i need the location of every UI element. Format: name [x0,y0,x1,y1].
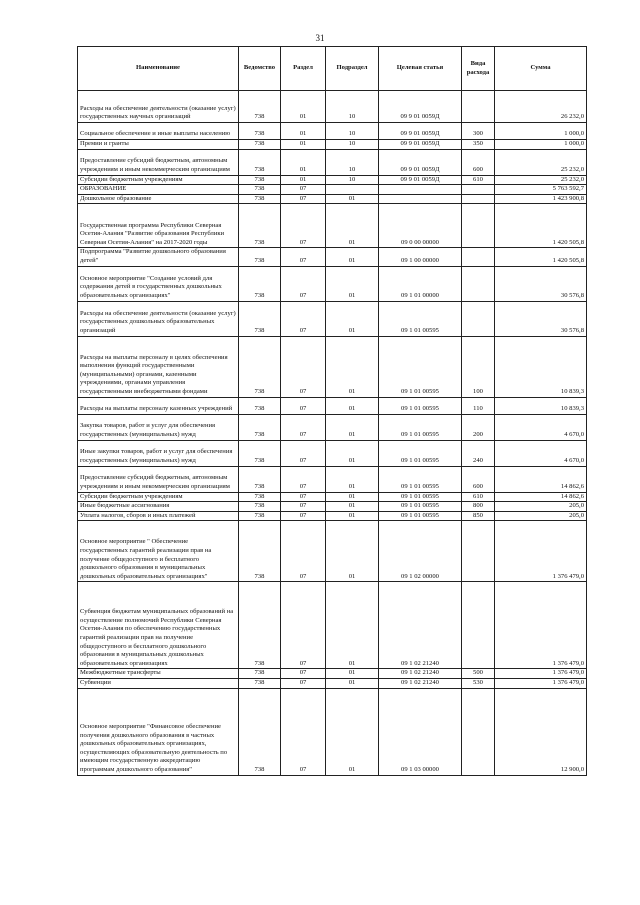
row-target: 09 9 01 0059Д [379,149,462,175]
row-subsection: 10 [326,91,379,123]
row-subsection: 01 [326,502,379,512]
row-expense-type [462,91,495,123]
row-amount: 12 900,0 [495,688,587,775]
row-name: Основное мероприятие "Создание условий для содержания детей в государственных дошкольных образовательных организациях" [78,266,239,301]
row-subsection: 01 [326,336,379,397]
row-expense-type: 110 [462,397,495,414]
row-ministry: 738 [239,336,281,397]
row-target: 09 9 01 0059Д [379,123,462,140]
row-section: 07 [281,397,326,414]
row-amount: 1 376 479,0 [495,582,587,669]
row-name: Субсидии бюджетным учреждениям [78,492,239,502]
row-subsection: 01 [326,669,379,679]
row-target: 09 1 00 00000 [379,248,462,266]
row-target: 09 1 01 00595 [379,440,462,466]
row-section: 07 [281,414,326,440]
row-ministry: 738 [239,397,281,414]
row-subsection: 01 [326,688,379,775]
row-ministry: 738 [239,204,281,248]
row-section: 01 [281,175,326,185]
row-subsection: 01 [326,301,379,336]
table-row [78,204,587,248]
row-name: Расходы на выплаты персоналу в целях обеспечения выполнения функций государственными (муниципальными) органами, казенными учреждениями, органами управления государственными внебюджетными фондами [78,336,239,397]
row-ministry: 738 [239,502,281,512]
row-target: 09 1 01 00595 [379,414,462,440]
row-expense-type [462,301,495,336]
row-expense-type: 530 [462,678,495,688]
row-section: 07 [281,502,326,512]
header-section: Раздел [281,47,326,91]
row-ministry: 738 [239,266,281,301]
row-name: Государственная программа Республики Северная Осетия-Алания "Развитие образования Республики Северная Осетия-Алания" на 2017-2020 годы [78,204,239,248]
row-section: 07 [281,669,326,679]
row-ministry: 738 [239,185,281,195]
row-target: 09 1 03 00000 [379,688,462,775]
row-target: 09 1 02 21240 [379,669,462,679]
row-amount: 26 232,0 [495,91,587,123]
row-expense-type: 600 [462,149,495,175]
row-target: 09 1 01 00595 [379,502,462,512]
row-subsection: 01 [326,248,379,266]
row-amount: 30 576,8 [495,301,587,336]
table-row [78,414,587,440]
row-subsection: 10 [326,175,379,185]
header-amount: Сумма [495,47,587,91]
row-expense-type [462,194,495,204]
row-section: 01 [281,140,326,150]
row-expense-type: 610 [462,175,495,185]
row-section: 07 [281,266,326,301]
row-amount: 1 000,0 [495,123,587,140]
row-amount: 1 000,0 [495,140,587,150]
row-name: Основное мероприятие "Финансовое обеспечение получения дошкольного образования в частных дошкольных образовательных организациях, осуществляющих образовательную деятельность по имеющим государственную аккредитацию программам дошкольного образования" [78,688,239,775]
row-amount: 25 232,0 [495,175,587,185]
table-row [78,123,587,140]
table-row [78,502,587,512]
row-section: 01 [281,123,326,140]
row-section: 01 [281,91,326,123]
row-section: 07 [281,301,326,336]
table-row [78,266,587,301]
row-target: 09 0 00 00000 [379,204,462,248]
row-name: Иные бюджетные ассигнования [78,502,239,512]
row-amount: 4 670,0 [495,440,587,466]
table-row [78,440,587,466]
row-amount: 10 839,3 [495,336,587,397]
row-ministry: 738 [239,248,281,266]
row-target: 09 1 02 00000 [379,521,462,582]
row-ministry: 738 [239,440,281,466]
row-section: 07 [281,511,326,521]
page-number: 31 [315,33,325,43]
table-row [78,194,587,204]
row-section: 07 [281,204,326,248]
row-name: Основное мероприятие " Обеспечение государственных гарантий реализации прав на получение общедоступного и бесплатного дошкольного образования в муниципальных дошкольных образовательных организациях" [78,521,239,582]
row-name: Расходы на выплаты персоналу казенных учреждений [78,397,239,414]
row-subsection: 01 [326,492,379,502]
row-expense-type: 800 [462,502,495,512]
row-amount: 14 862,6 [495,492,587,502]
row-section: 07 [281,440,326,466]
row-expense-type [462,185,495,195]
table-row [78,492,587,502]
row-target: 09 9 01 0059Д [379,175,462,185]
row-ministry: 738 [239,521,281,582]
row-expense-type: 350 [462,140,495,150]
row-name: Закупка товаров, работ и услуг для обеспечения государственных (муниципальных) нужд [78,414,239,440]
row-ministry: 738 [239,492,281,502]
row-section: 07 [281,248,326,266]
row-target: 09 1 01 00595 [379,397,462,414]
row-name: Межбюджетные трансферты [78,669,239,679]
row-amount: 1 376 479,0 [495,678,587,688]
row-expense-type: 850 [462,511,495,521]
table-row [78,248,587,266]
row-section: 07 [281,492,326,502]
row-amount: 30 576,8 [495,266,587,301]
table-row [78,149,587,175]
row-name: Предоставление субсидий бюджетным, автономным учреждениям и иным некоммерческим организациям [78,149,239,175]
row-name: Субвенции [78,678,239,688]
row-name: Субсидии бюджетным учреждениям [78,175,239,185]
row-target: 09 1 01 00595 [379,466,462,492]
row-subsection: 10 [326,123,379,140]
table-row [78,336,587,397]
row-name: Расходы на обеспечение деятельности (оказание услуг) государственных дошкольных образовательных организаций [78,301,239,336]
row-amount: 1 376 479,0 [495,521,587,582]
row-ministry: 738 [239,301,281,336]
row-subsection: 01 [326,204,379,248]
row-target: 09 9 01 0059Д [379,91,462,123]
row-expense-type: 500 [462,669,495,679]
row-subsection: 01 [326,414,379,440]
row-subsection: 01 [326,521,379,582]
row-subsection: 01 [326,466,379,492]
row-expense-type [462,688,495,775]
table-row [78,582,587,669]
row-section: 07 [281,466,326,492]
table-row [78,511,587,521]
table-row [78,91,587,123]
header-target: Целевая статья [379,47,462,91]
row-target: 09 1 02 21240 [379,582,462,669]
row-target [379,194,462,204]
row-expense-type [462,521,495,582]
row-target: 09 1 01 00595 [379,492,462,502]
row-amount: 1 423 900,8 [495,194,587,204]
header-ministry: Ведомство [239,47,281,91]
row-ministry: 738 [239,149,281,175]
row-amount: 4 670,0 [495,414,587,440]
row-ministry: 738 [239,466,281,492]
table-header-row [78,47,587,91]
table-row [78,521,587,582]
row-name: Подпрограмма "Развитие дошкольного образования детей" [78,248,239,266]
row-subsection: 01 [326,582,379,669]
row-target: 09 1 01 00595 [379,511,462,521]
row-target [379,185,462,195]
table-row [78,301,587,336]
row-target: 09 1 01 00595 [379,336,462,397]
row-ministry: 738 [239,678,281,688]
row-target: 09 1 02 21240 [379,678,462,688]
row-expense-type [462,204,495,248]
header-expense-type: Вида расхода [462,47,495,91]
row-section: 01 [281,149,326,175]
row-section: 07 [281,678,326,688]
row-expense-type [462,582,495,669]
row-amount: 25 232,0 [495,149,587,175]
row-ministry: 738 [239,669,281,679]
row-subsection: 01 [326,678,379,688]
row-target: 09 9 01 0059Д [379,140,462,150]
row-subsection: 01 [326,440,379,466]
row-name: Расходы на обеспечение деятельности (оказание услуг) государственных научных организаций [78,91,239,123]
row-section: 07 [281,688,326,775]
row-name: Предоставление субсидий бюджетным, автономным учреждениям и иным некоммерческим организациям [78,466,239,492]
header-name: Наименование [78,47,239,91]
row-ministry: 738 [239,414,281,440]
row-name: ОБРАЗОВАНИЕ [78,185,239,195]
row-section: 07 [281,521,326,582]
row-amount: 1 420 505,8 [495,204,587,248]
row-name: Дошкольное образование [78,194,239,204]
row-name: Премии и гранты [78,140,239,150]
table-row [78,140,587,150]
row-subsection: 01 [326,511,379,521]
row-expense-type: 600 [462,466,495,492]
table-row [78,688,587,775]
row-amount: 205,0 [495,511,587,521]
table-row [78,175,587,185]
row-section: 07 [281,336,326,397]
row-name: Субвенция бюджетам муниципальных образований на осуществление полномочий Республики Северная Осетия-Алания по обеспечению государственных гарантий реализации прав на получение общедоступного и бесплатного дошкольного образования в муниципальных дошкольных образовательных организациях [78,582,239,669]
row-expense-type [462,248,495,266]
row-ministry: 738 [239,123,281,140]
row-ministry: 738 [239,140,281,150]
row-ministry: 738 [239,582,281,669]
header-subsection: Подраздел [326,47,379,91]
row-ministry: 738 [239,91,281,123]
row-expense-type: 240 [462,440,495,466]
row-subsection: 01 [326,194,379,204]
table-row [78,466,587,492]
row-amount: 10 839,3 [495,397,587,414]
row-subsection: 10 [326,149,379,175]
row-amount: 1 376 479,0 [495,669,587,679]
row-ministry: 738 [239,194,281,204]
budget-table [77,46,587,776]
row-section: 07 [281,582,326,669]
row-ministry: 738 [239,688,281,775]
row-ministry: 738 [239,511,281,521]
row-target: 09 1 01 00000 [379,266,462,301]
row-name: Иные закупки товаров, работ и услуг для обеспечения государственных (муниципальных) нужд [78,440,239,466]
row-expense-type: 300 [462,123,495,140]
row-name: Уплата налогов, сборов и иных платежей [78,511,239,521]
row-expense-type: 610 [462,492,495,502]
table-row [78,678,587,688]
row-subsection [326,185,379,195]
row-amount: 205,0 [495,502,587,512]
row-name: Социальное обеспечение и иные выплаты населению [78,123,239,140]
row-subsection: 10 [326,140,379,150]
row-amount: 5 763 592,7 [495,185,587,195]
row-ministry: 738 [239,175,281,185]
row-section: 07 [281,194,326,204]
row-subsection: 01 [326,266,379,301]
row-expense-type [462,266,495,301]
row-amount: 1 420 505,8 [495,248,587,266]
row-target: 09 1 01 00595 [379,301,462,336]
row-subsection: 01 [326,397,379,414]
table-row [78,669,587,679]
table-row [78,185,587,195]
row-section: 07 [281,185,326,195]
row-expense-type: 200 [462,414,495,440]
row-amount: 14 862,6 [495,466,587,492]
row-expense-type: 100 [462,336,495,397]
table-row [78,397,587,414]
